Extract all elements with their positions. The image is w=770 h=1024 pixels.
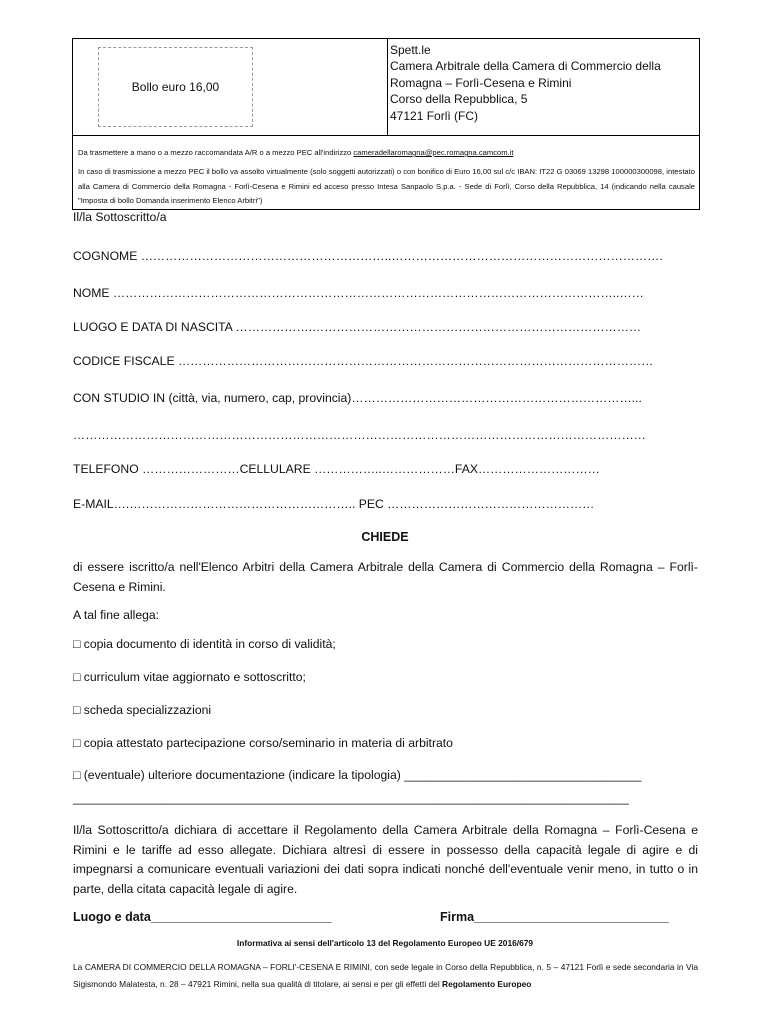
email-fields[interactable]: E-MAIL….……………………………………………….. PEC …………………………………………… [73,497,595,511]
payment-note: In caso di trasmissione a mezzo PEC il bollo va assolto virtualmente (solo soggetti autorizzati) o con bonifico di Euro 16,00 sul c/c IBAN: IT22 G 03069 13298 100000300098, intestato alla Camera di Commercio della Romagna - Forlì-Cesena e Rimini ed acceso presso Intesa Sanpaolo S.p.a. - Sede di Forlì, Corso della Repubblica, 14 (indicando nella causale "Imposta di bollo Domanda inserimento Elenco Arbitri") [78,167,695,205]
table-divider [387,39,388,135]
tax-code-field[interactable]: CODICE FISCALE ……………………………………………………………………………………………………… [73,354,654,368]
stamp-box [98,47,253,127]
attachment-item[interactable]: □ scheda specializzazioni [73,703,212,717]
attachment-item[interactable]: □ copia documento di identità in corso di validità; [73,637,336,651]
declaration-text: Il/la Sottoscritto/a dichiara di accettare il Regolamento della Camera Arbitrale della Romagna – Forlì-Cesena e Rimini e le tariffe ad esso allegate. Dichiara altresì di essere in possesso della capacità legale di agire e di impegnarsi a comunicare eventuali variazioni dei dati sopra indicati nonché dell'eventuale venir meno, in tutto o in parte, della citata capacità legale di agire. [73,823,698,896]
address-line: Corso della Repubblica, 5 [390,92,528,107]
phone-fields[interactable]: TELEFONO ……………………CELLULARE ……………..………………FAX………………………… [73,462,600,476]
address-line: 47121 Forlì (FC) [390,108,479,123]
office-address-field[interactable]: CON STUDIO IN (città, via, numero, cap, provincia)……………………………………………………………... [73,391,642,405]
pec-email-link[interactable]: cameradellaromagna@pec.romagna.camcom.it [353,148,514,157]
attachments-intro: A tal fine allega: [73,608,160,622]
nome-field[interactable]: NOME ……………………………………………………………………………………………………………..…… [73,286,644,300]
section-heading: CHIEDE [361,530,409,544]
attachment-type-line[interactable]: __________________________________________________________________________________ [73,791,629,805]
table-divider [73,135,699,136]
privacy-text [73,959,698,993]
cognome-field[interactable]: COGNOME ……………………………………………………..…………………………………………………………. [73,249,663,263]
privacy-text-body: La CAMERA DI COMMERCIO DELLA ROMAGNA – FORLI'-CESENA E RIMINI, con sede legale in Corso della Repubblica, n. 5 – 47121 Forlì e sede secondaria in Via Sigismondo Malatesta, n. 28 – 47921 Rimini, nella sua qualità di titolare, ai sensi e per gli effetti del [73,962,698,989]
attachment-item[interactable]: □ (eventuale) ulteriore documentazione (indicare la tipologia) ___________________________________ [73,768,642,782]
stamp-label: Bollo euro 16,00 [131,80,220,94]
header-table [72,38,700,210]
privacy-title: Informativa ai sensi dell'articolo 13 del Regolamento Europeo UE 2016/679 [236,938,534,948]
address-line: Spett.le [390,43,431,57]
office-address-continuation[interactable]: …………………………………………………………………………………………………………………………… [73,428,646,442]
intro-label: Il/la Sottoscritto/a [73,210,167,224]
address-line: Romagna – Forlì-Cesena e Rimini [390,75,572,90]
attachment-item[interactable]: □ copia attestato partecipazione corso/seminario in materia di arbitrato [73,736,453,750]
signature-field[interactable]: Firma____________________________ [440,910,669,924]
attachment-item[interactable]: □ curriculum vitae aggiornato e sottoscritto; [73,670,306,684]
transmission-note [78,148,513,157]
recipient-address [390,42,661,124]
birth-place-date-field[interactable]: LUOGO E DATA DI NASCITA ……………….……………………………………………………………………… [73,320,642,334]
place-date-field[interactable]: Luogo e data__________________________ [73,910,332,924]
transmission-note-text: Da trasmettere a mano o a mezzo raccomandata A/R o a mezzo PEC all'indirizzo [78,148,354,157]
address-line: Camera Arbitrale della Camera di Commercio della [390,59,661,74]
request-text: di essere iscritto/a nell'Elenco Arbitri della Camera Arbitrale della Camera di Commercio della Romagna – Forlì-Cesena e Rimini. [73,560,698,594]
privacy-text-bold: Regolamento Europeo [442,979,532,989]
